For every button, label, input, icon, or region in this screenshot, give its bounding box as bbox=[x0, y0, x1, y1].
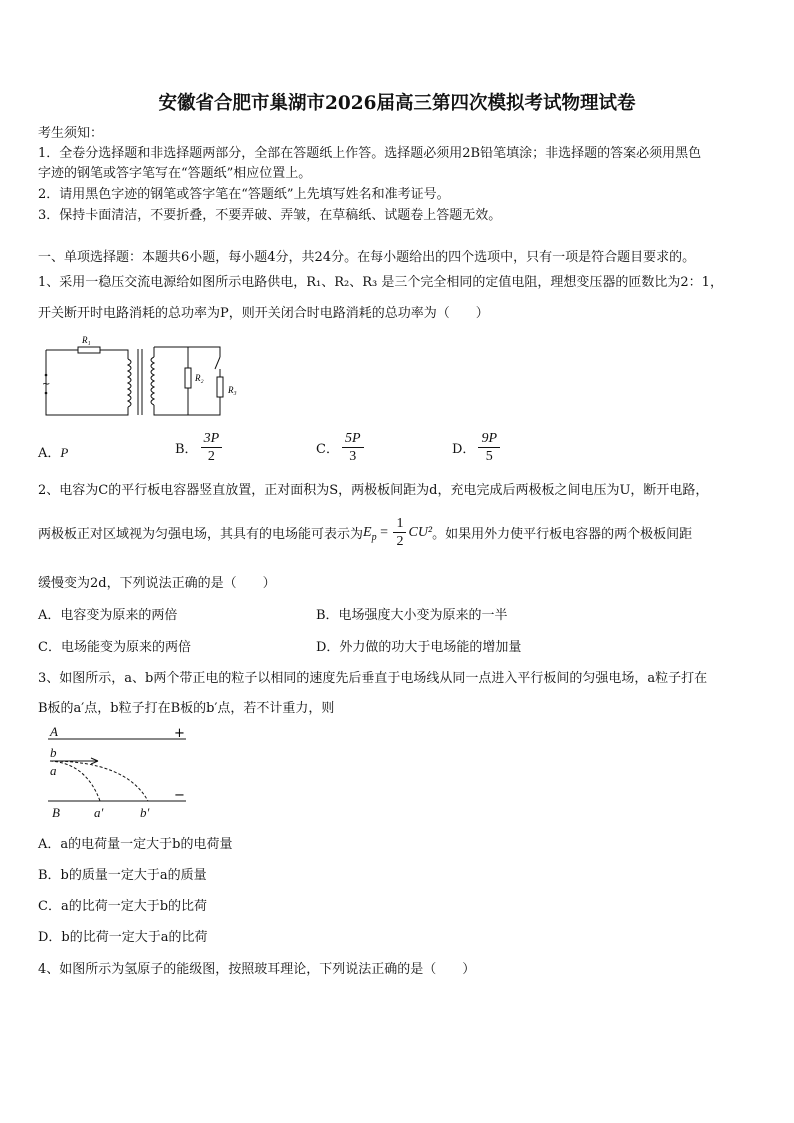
option-label: C． bbox=[316, 442, 339, 457]
path-b bbox=[50, 761, 148, 801]
q1-stem-line-1: 1、采用一稳压交流电源给如图所示电路供电，R₁、R₂、R₃ 是三个完全相同的定值电阻，理想变压器的匝数比为2：1， bbox=[38, 275, 723, 290]
option-fraction bbox=[342, 430, 364, 465]
r2-label: R₂ bbox=[195, 373, 204, 383]
path-a bbox=[50, 761, 100, 801]
section-heading: 一、单项选择题：本题共6小题，每小题4分，共24分。在每小题给出的四个选项中，只有一项是符合题目要求的。 bbox=[38, 250, 696, 265]
fraction-denominator: 3 bbox=[349, 449, 357, 464]
fraction-numerator: 5P bbox=[342, 430, 364, 448]
option-label: A． bbox=[38, 446, 61, 461]
option-fraction bbox=[478, 430, 500, 465]
r1-label: R₁ bbox=[82, 335, 91, 345]
q3-option-b[interactable]: B．b的质量一定大于a的质量 bbox=[38, 868, 207, 883]
q3-option-a[interactable]: A．a的电荷量一定大于b的电荷量 bbox=[38, 837, 233, 852]
formula-equals: = bbox=[376, 524, 392, 540]
q2-text-after-formula: 。如果用外力使平行板电容器的两个极板间距 bbox=[432, 527, 693, 542]
notice-line-1a: 1．全卷分选择题和非选择题两部分，全部在答题纸上作答。选择题必须用2B铅笔填涂；非选择题的答案必须用黑色 bbox=[38, 146, 702, 161]
q2-text-before-formula: 两极板正对区域视为匀强电场，其具有的电场能可表示为 bbox=[38, 527, 364, 542]
q3-stem-line-2: B板的a′点，b粒子打在B板的b′点，若不计重力，则 bbox=[38, 701, 335, 716]
option-value: P bbox=[60, 445, 69, 460]
q2-option-a[interactable]: A．电容变为原来的两倍 bbox=[38, 608, 178, 623]
q2-energy-formula bbox=[363, 516, 433, 549]
q4-stem-line-1: 4、如图所示为氢原子的能级图，按照玻耳理论，下列说法正确的是（ ） bbox=[38, 962, 476, 977]
notice-line-3: 3．保持卡面清洁，不要折叠，不要弄破、弄皱，在草稿纸、试题卷上答题无效。 bbox=[38, 208, 502, 223]
fraction-denominator: 5 bbox=[485, 449, 493, 464]
q2-stem-line-2 bbox=[38, 515, 692, 550]
particle-b-label: b bbox=[50, 745, 57, 760]
r3-label: R₃ bbox=[228, 385, 237, 395]
fraction-numerator: 9P bbox=[478, 430, 500, 448]
point-a-prime-label: a′ bbox=[94, 805, 104, 820]
particle-a-label: a bbox=[50, 763, 57, 778]
q2-option-c[interactable]: C．电场能变为原来的两倍 bbox=[38, 640, 191, 655]
q1-option-c[interactable] bbox=[316, 430, 367, 465]
r1-resistor bbox=[78, 347, 100, 353]
formula-subscript: p bbox=[371, 531, 377, 543]
q3-option-d[interactable]: D．b的比荷一定大于a的比荷 bbox=[38, 930, 208, 945]
fraction-denominator: 2 bbox=[396, 534, 404, 549]
primary-coil bbox=[128, 359, 131, 407]
point-b-prime-label: b′ bbox=[140, 805, 150, 820]
plus-sign: + bbox=[174, 726, 185, 741]
option-fraction bbox=[201, 430, 223, 465]
fraction-numerator: 1 bbox=[393, 515, 406, 533]
plate-a-label: A bbox=[50, 724, 58, 739]
q3-field-diagram bbox=[38, 723, 198, 823]
secondary-coil bbox=[151, 357, 154, 405]
notice-line-1b: 字迹的钢笔或答字笔写在“答题纸”相应位置上。 bbox=[38, 166, 312, 181]
exam-title: 安徽省合肥市巢湖市2026届高三第四次模拟考试物理试卷 bbox=[158, 93, 636, 114]
r2-resistor bbox=[185, 368, 191, 388]
fraction-numerator: 3P bbox=[201, 430, 223, 448]
q1-option-d[interactable] bbox=[452, 430, 503, 465]
q2-option-d[interactable]: D．外力做的功大于电场能的增加量 bbox=[316, 640, 522, 655]
minus-sign: − bbox=[174, 788, 185, 803]
q1-option-a[interactable] bbox=[38, 442, 68, 461]
notice-line-2: 2．请用黑色字迹的钢笔或答字笔在“答题纸”上先填写姓名和准考证号。 bbox=[38, 187, 450, 202]
plate-b-label: B bbox=[52, 805, 60, 820]
option-label: B． bbox=[175, 442, 198, 457]
q3-stem-line-1: 3、如图所示，a、b两个带正电的粒子以相同的速度先后垂直于电场线从同一点进入平行板间的匀强电场，a粒子打在 bbox=[38, 671, 708, 686]
formula-fraction bbox=[393, 515, 406, 550]
q2-stem-line-3: 缓慢变为2d，下列说法正确的是（ ） bbox=[38, 576, 276, 591]
formula-rhs: CU² bbox=[408, 524, 433, 540]
option-label: D． bbox=[452, 442, 476, 457]
q1-option-b[interactable] bbox=[175, 430, 225, 465]
q3-option-c[interactable]: C．a的比荷一定大于b的比荷 bbox=[38, 899, 208, 914]
fraction-denominator: 2 bbox=[207, 449, 215, 464]
formula-symbol: E bbox=[363, 524, 372, 540]
notice-heading: 考生须知： bbox=[38, 126, 104, 141]
q2-stem-line-1: 2、电容为C的平行板电容器竖直放置，正对面积为S，两极板间距为d，充电完成后两极板之间电压为U，断开电路， bbox=[38, 483, 709, 498]
q2-option-b[interactable]: B．电场强度大小变为原来的一半 bbox=[316, 608, 508, 623]
q1-circuit-diagram bbox=[38, 335, 248, 420]
q1-stem-line-2: 开关断开时电路消耗的总功率为P，则开关闭合时电路消耗的总功率为（ ） bbox=[38, 306, 489, 321]
r3-resistor bbox=[217, 377, 223, 397]
ac-source-symbol: ~ bbox=[42, 379, 51, 390]
